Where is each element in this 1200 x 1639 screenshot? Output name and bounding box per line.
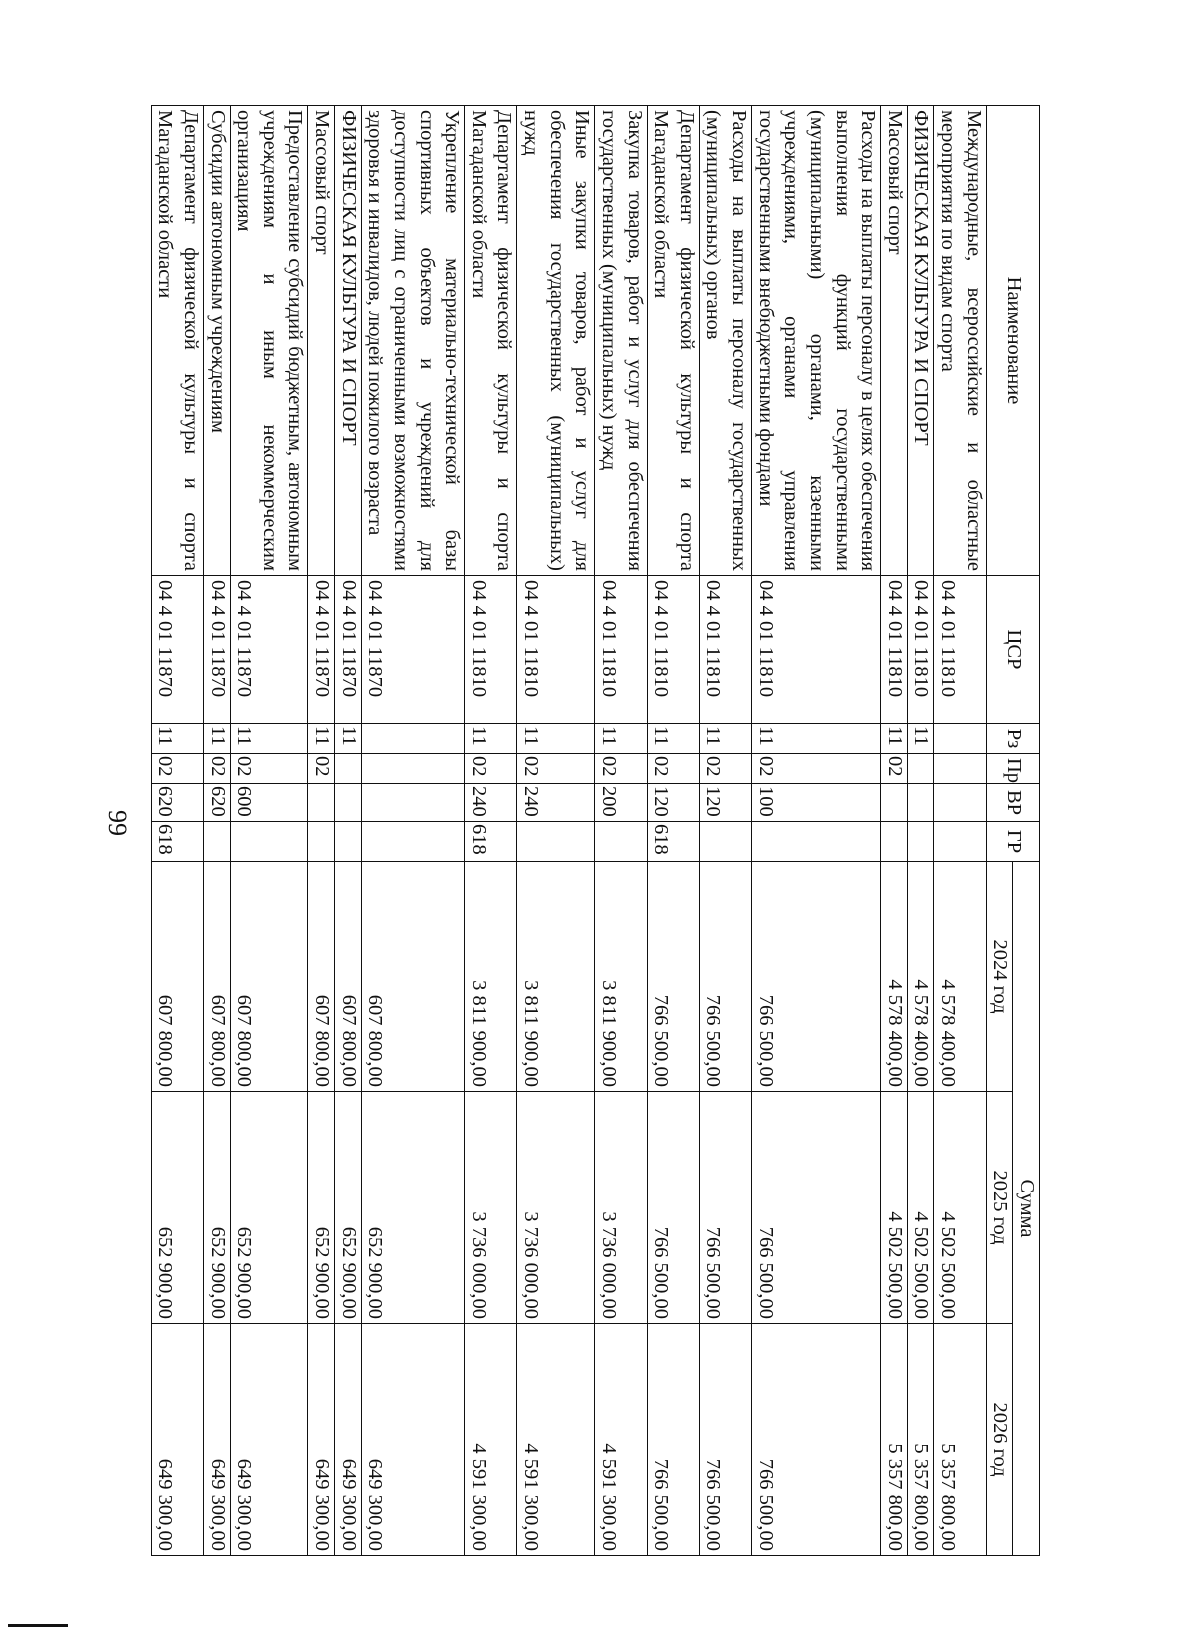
cell-rz: 11 [151, 724, 203, 754]
cell-gr [699, 822, 751, 862]
cell-rz: 11 [647, 724, 699, 754]
cell-name: Закупка товаров, работ и услуг для обеспечения государственных (муниципальных) нужд [595, 106, 647, 576]
table-row [647, 106, 699, 1556]
cell-y2025: 766 500,00 [752, 1092, 881, 1324]
cell-gr [881, 822, 908, 862]
cell-vr: 240 [465, 784, 517, 822]
cell-csr: 04 4 01 11810 [699, 576, 751, 724]
cell-y2024: 4 578 400,00 [934, 862, 986, 1092]
cell-csr: 04 4 01 11810 [881, 576, 908, 724]
table-row [517, 106, 595, 1556]
cell-gr [934, 822, 986, 862]
cell-csr: 04 4 01 11810 [752, 576, 881, 724]
cell-y2026: 766 500,00 [752, 1324, 881, 1556]
cell-gr [517, 822, 595, 862]
cell-pr [361, 754, 465, 784]
cell-name: Иные закупки товаров, работ и услуг для обеспечения государственных (муниципальных) нужд [517, 106, 595, 576]
cell-y2026: 649 300,00 [335, 1324, 362, 1556]
cell-vr: 600 [230, 784, 308, 822]
cell-pr: 02 [151, 754, 203, 784]
cell-rz [361, 724, 465, 754]
cell-pr: 02 [230, 754, 308, 784]
cell-y2024: 607 800,00 [204, 862, 231, 1092]
cell-gr [308, 822, 335, 862]
cell-gr [752, 822, 881, 862]
cell-y2024: 3 811 900,00 [465, 862, 517, 1092]
page-number: 99 [103, 810, 132, 836]
table-row [151, 106, 203, 1556]
table-row [907, 106, 934, 1556]
cell-name: Расходы на выплаты персоналу государственных (муниципальных) органов [699, 106, 751, 576]
cell-y2025: 766 500,00 [647, 1092, 699, 1324]
cell-y2024: 766 500,00 [752, 862, 881, 1092]
header-sum: Сумма [1013, 862, 1040, 1556]
cell-pr [907, 754, 934, 784]
cell-vr [361, 784, 465, 822]
cell-rz: 11 [699, 724, 751, 754]
cell-rz: 11 [465, 724, 517, 754]
header-rz: Рз [986, 724, 1039, 754]
header-pr: Пр [986, 754, 1039, 784]
cell-name: Массовый спорт [308, 106, 335, 576]
cell-y2025: 652 900,00 [361, 1092, 465, 1324]
cell-gr: 618 [647, 822, 699, 862]
cell-y2024: 607 800,00 [361, 862, 465, 1092]
cell-rz: 11 [907, 724, 934, 754]
cell-csr: 04 4 01 11870 [308, 576, 335, 724]
cell-y2026: 649 300,00 [151, 1324, 203, 1556]
cell-pr: 02 [881, 754, 908, 784]
cell-csr: 04 4 01 11870 [204, 576, 231, 724]
cell-y2026: 649 300,00 [204, 1324, 231, 1556]
cell-y2025: 3 736 000,00 [517, 1092, 595, 1324]
cell-csr: 04 4 01 11810 [517, 576, 595, 724]
cell-y2024: 766 500,00 [699, 862, 751, 1092]
cell-vr: 120 [699, 784, 751, 822]
cell-pr [934, 754, 986, 784]
cell-pr [335, 754, 362, 784]
cell-csr: 04 4 01 11810 [647, 576, 699, 724]
cell-vr [881, 784, 908, 822]
cell-y2026: 4 591 300,00 [517, 1324, 595, 1556]
table-row [335, 106, 362, 1556]
cell-name: Предоставление субсидий бюджетным, автономным учреждениям и иным некоммерческим организациям [230, 106, 308, 576]
cell-y2025: 652 900,00 [230, 1092, 308, 1324]
cell-gr [595, 822, 647, 862]
cell-vr: 620 [204, 784, 231, 822]
cell-y2025: 766 500,00 [699, 1092, 751, 1324]
cell-name: Субсидии автономным учреждениям [204, 106, 231, 576]
cell-pr: 02 [647, 754, 699, 784]
cell-y2025: 4 502 500,00 [881, 1092, 908, 1324]
cell-pr: 02 [517, 754, 595, 784]
table-row [752, 106, 881, 1556]
cell-y2026: 5 357 800,00 [934, 1324, 986, 1556]
footer-divider [8, 1624, 68, 1627]
cell-csr: 04 4 01 11870 [361, 576, 465, 724]
cell-y2024: 3 811 900,00 [595, 862, 647, 1092]
header-csr: ЦСР [986, 576, 1039, 724]
cell-y2025: 4 502 500,00 [907, 1092, 934, 1324]
header-row [1013, 106, 1040, 1556]
header-name: Наименование [986, 106, 1039, 576]
table-row [230, 106, 308, 1556]
cell-vr: 100 [752, 784, 881, 822]
cell-y2025: 652 900,00 [151, 1092, 203, 1324]
cell-y2024: 607 800,00 [335, 862, 362, 1092]
cell-csr: 04 4 01 11870 [230, 576, 308, 724]
table-row [881, 106, 908, 1556]
cell-y2024: 766 500,00 [647, 862, 699, 1092]
header-year-2024: 2024 год [986, 862, 1013, 1092]
cell-y2026: 766 500,00 [699, 1324, 751, 1556]
cell-y2024: 607 800,00 [230, 862, 308, 1092]
cell-csr: 04 4 01 11810 [595, 576, 647, 724]
cell-gr [361, 822, 465, 862]
cell-pr: 02 [595, 754, 647, 784]
table-row [308, 106, 335, 1556]
header-year-2026: 2026 год [986, 1324, 1013, 1556]
cell-pr: 02 [308, 754, 335, 784]
cell-y2025: 652 900,00 [204, 1092, 231, 1324]
cell-pr: 02 [465, 754, 517, 784]
cell-name: Департамент физической культуры и спорта Магаданской области [151, 106, 203, 576]
cell-vr: 240 [517, 784, 595, 822]
cell-name: Массовый спорт [881, 106, 908, 576]
cell-y2025: 652 900,00 [308, 1092, 335, 1324]
cell-y2025: 652 900,00 [335, 1092, 362, 1324]
cell-gr [335, 822, 362, 862]
header-year-2025: 2025 год [986, 1092, 1013, 1324]
cell-gr [230, 822, 308, 862]
cell-pr: 02 [204, 754, 231, 784]
cell-name: ФИЗИЧЕСКАЯ КУЛЬТУРА И СПОРТ [335, 106, 362, 576]
cell-vr: 200 [595, 784, 647, 822]
cell-csr: 04 4 01 11870 [151, 576, 203, 724]
cell-name: Департамент физической культуры и спорта Магаданской области [465, 106, 517, 576]
cell-y2026: 766 500,00 [647, 1324, 699, 1556]
header-gr: ГР [986, 822, 1039, 862]
cell-vr: 620 [151, 784, 203, 822]
cell-y2026: 649 300,00 [361, 1324, 465, 1556]
table-row [934, 106, 986, 1556]
table-body [151, 106, 986, 1556]
table-row [204, 106, 231, 1556]
cell-name: Департамент физической культуры и спорта Магаданской области [647, 106, 699, 576]
cell-csr: 04 4 01 11870 [335, 576, 362, 724]
cell-rz: 11 [308, 724, 335, 754]
cell-y2026: 4 591 300,00 [595, 1324, 647, 1556]
cell-y2026: 649 300,00 [308, 1324, 335, 1556]
table-row [361, 106, 465, 1556]
cell-rz: 11 [752, 724, 881, 754]
cell-rz: 11 [204, 724, 231, 754]
cell-y2024: 4 578 400,00 [881, 862, 908, 1092]
cell-y2026: 649 300,00 [230, 1324, 308, 1556]
cell-csr: 04 4 01 11810 [465, 576, 517, 724]
cell-gr: 618 [465, 822, 517, 862]
cell-name: Укрепление материально-технической базы спортивных объектов и учреждений для доступности лиц с ограниченными возможностями здоровья и инвалидов, людей пожилого возраста [361, 106, 465, 576]
cell-vr [934, 784, 986, 822]
cell-pr: 02 [699, 754, 751, 784]
cell-y2024: 607 800,00 [308, 862, 335, 1092]
cell-name: ФИЗИЧЕСКАЯ КУЛЬТУРА И СПОРТ [907, 106, 934, 576]
cell-vr: 120 [647, 784, 699, 822]
cell-y2024: 3 811 900,00 [517, 862, 595, 1092]
cell-rz: 11 [595, 724, 647, 754]
cell-rz: 11 [335, 724, 362, 754]
cell-y2025: 3 736 000,00 [595, 1092, 647, 1324]
budget-table [151, 105, 1040, 1556]
cell-y2025: 3 736 000,00 [465, 1092, 517, 1324]
cell-y2024: 607 800,00 [151, 862, 203, 1092]
cell-csr: 04 4 01 11810 [907, 576, 934, 724]
cell-y2024: 4 578 400,00 [907, 862, 934, 1092]
cell-csr: 04 4 01 11810 [934, 576, 986, 724]
cell-y2026: 5 357 800,00 [881, 1324, 908, 1556]
cell-name: Расходы на выплаты персоналу в целях обеспечения выполнения функций государственными (муниципальными) органами, казенными учреждениями, органами управления государственными внебюджетными фондами [752, 106, 881, 576]
cell-y2026: 5 357 800,00 [907, 1324, 934, 1556]
table-row [595, 106, 647, 1556]
cell-y2025: 4 502 500,00 [934, 1092, 986, 1324]
cell-vr [308, 784, 335, 822]
cell-pr: 02 [752, 754, 881, 784]
cell-gr: 618 [151, 822, 203, 862]
cell-gr [204, 822, 231, 862]
cell-rz: 11 [517, 724, 595, 754]
header-vr: ВР [986, 784, 1039, 822]
cell-y2026: 4 591 300,00 [465, 1324, 517, 1556]
table-row [465, 106, 517, 1556]
cell-rz: 11 [881, 724, 908, 754]
cell-vr [907, 784, 934, 822]
budget-table-container [154, 105, 1040, 1555]
cell-rz [934, 724, 986, 754]
table-row [699, 106, 751, 1556]
cell-name: Международные, всероссийские и областные мероприятия по видам спорта [934, 106, 986, 576]
cell-vr [335, 784, 362, 822]
cell-rz: 11 [230, 724, 308, 754]
cell-gr [907, 822, 934, 862]
